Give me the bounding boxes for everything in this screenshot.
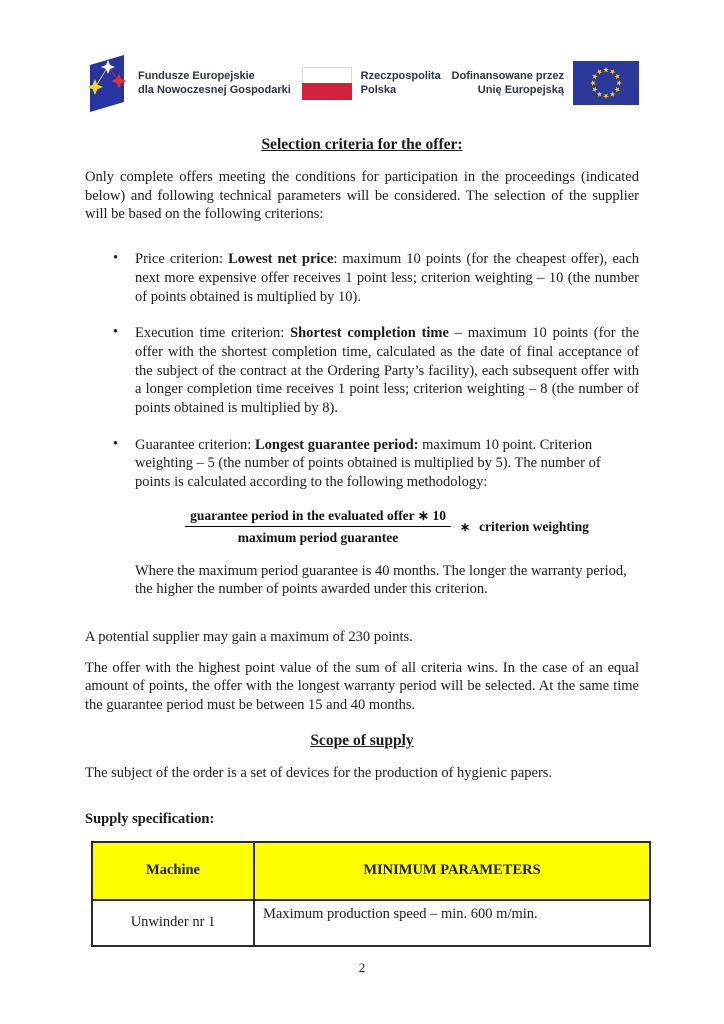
selection-intro-paragraph: Only complete offers meeting the conditions for participation in the proceedings (indicated below) and following technical parameters will be considered. The selection of the supplier will be based on the following criterions: (85, 169, 639, 223)
fe-logo-line1: Fundusze Europejskie (138, 69, 255, 82)
supply-specification-label: Supply specification: (85, 810, 215, 827)
criteria-list (85, 250, 639, 599)
guarantee-criterion-post: maximum 10 point. Criterion weighting – 5 (the number of points obtained is multiplied by 5). The number of points is calculated according to the following methodology: (135, 436, 601, 491)
eu-flag-icon (573, 61, 639, 105)
spec-table-header-row (92, 842, 650, 900)
guarantee-criterion-bold: Longest guarantee period: (254, 436, 419, 453)
bullet-icon: • (113, 324, 119, 341)
formula-denominator: maximum period guarantee (237, 530, 399, 546)
multiply-operator: ∗ (460, 520, 471, 535)
max-points-paragraph: A potential supplier may gain a maximum of 230 points. (85, 629, 413, 646)
eu-logo-line2: Unię Europejską (477, 84, 564, 96)
price-criterion-post: : maximum 10 points (for the cheapest offer), each next more expensive offer receives 1 point less; criterion weighting – 10 (the number of points obtained is multiplied by 10). (135, 251, 640, 305)
fundusze-europejskie-logo (85, 52, 291, 114)
supply-spec-table (91, 841, 651, 947)
eu-logo-caption (452, 69, 564, 98)
tiebreak-paragraph: The offer with the highest point value of the sum of all criteria wins. In the case of an equal amount of points, the offer with the longest warranty period will be selected. At the same time the guarantee period must be between 15 and 40 months. (85, 659, 639, 714)
execution-criterion-bold: Shortest completion time (290, 325, 449, 342)
execution-criterion-post: – maximum 10 points (for the offer with the shortest completion time, calculated as the date of final acceptance of the subject of the contract at the Ordering Party’s facility), each subsequent offer with a longer completion time receives 1 point less; criterion weighting – 8 (the number of points obtained is multiplied by 8). (135, 325, 640, 417)
selection-criteria-title: Selection criteria for the offer: (261, 136, 463, 153)
formula-fraction (185, 507, 451, 547)
guarantee-criterion-item (85, 436, 639, 599)
funding-logos-header (85, 50, 639, 116)
pl-logo-line1: Rzeczpospolita (360, 69, 441, 82)
pl-logo-caption (361, 69, 441, 98)
rzeczpospolita-polska-logo (302, 67, 441, 100)
fe-logo-line2: dla Nowoczesnej Gospodarki (138, 84, 291, 96)
minimum-parameters-column-header: MINIMUM PARAMETERS (254, 842, 650, 900)
fe-logo-caption (138, 69, 291, 98)
table-row (92, 900, 650, 946)
price-criterion-bold: Lowest net price (228, 251, 334, 268)
points-formula (135, 507, 639, 547)
page-number: 2 (358, 960, 366, 975)
price-criterion-item (85, 250, 639, 306)
poland-flag-icon (302, 67, 352, 100)
formula-note-paragraph: Where the maximum period guarantee is 40 months. The longer the warranty period, the higher the number of points awarded under this criterion. (135, 562, 627, 598)
pl-logo-line2: Polska (360, 84, 397, 96)
execution-time-criterion-item (85, 324, 639, 418)
scope-body-paragraph: The subject of the order is a set of devices for the production of hygienic papers. (85, 764, 553, 781)
formula-numerator: guarantee period in the evaluated offer ∗ 10 (185, 507, 451, 527)
formula-suffix: criterion weighting (479, 519, 589, 535)
scope-of-supply-title: Scope of supply (310, 731, 414, 749)
guarantee-criterion-pre: Guarantee criterion: (135, 436, 255, 453)
bullet-icon: • (113, 250, 119, 267)
fe-flag-icon (85, 52, 129, 114)
eu-cofunded-logo (452, 61, 639, 105)
eu-logo-line1: Dofinansowane przez (451, 69, 564, 82)
parameters-cell: Maximum production speed – min. 600 m/min. (254, 900, 650, 946)
machine-cell: Unwinder nr 1 (92, 900, 254, 946)
bullet-icon: • (113, 435, 119, 452)
execution-criterion-pre: Execution time criterion: (135, 325, 291, 342)
machine-column-header: Machine (92, 842, 254, 900)
price-criterion-pre: Price criterion: (135, 251, 229, 268)
